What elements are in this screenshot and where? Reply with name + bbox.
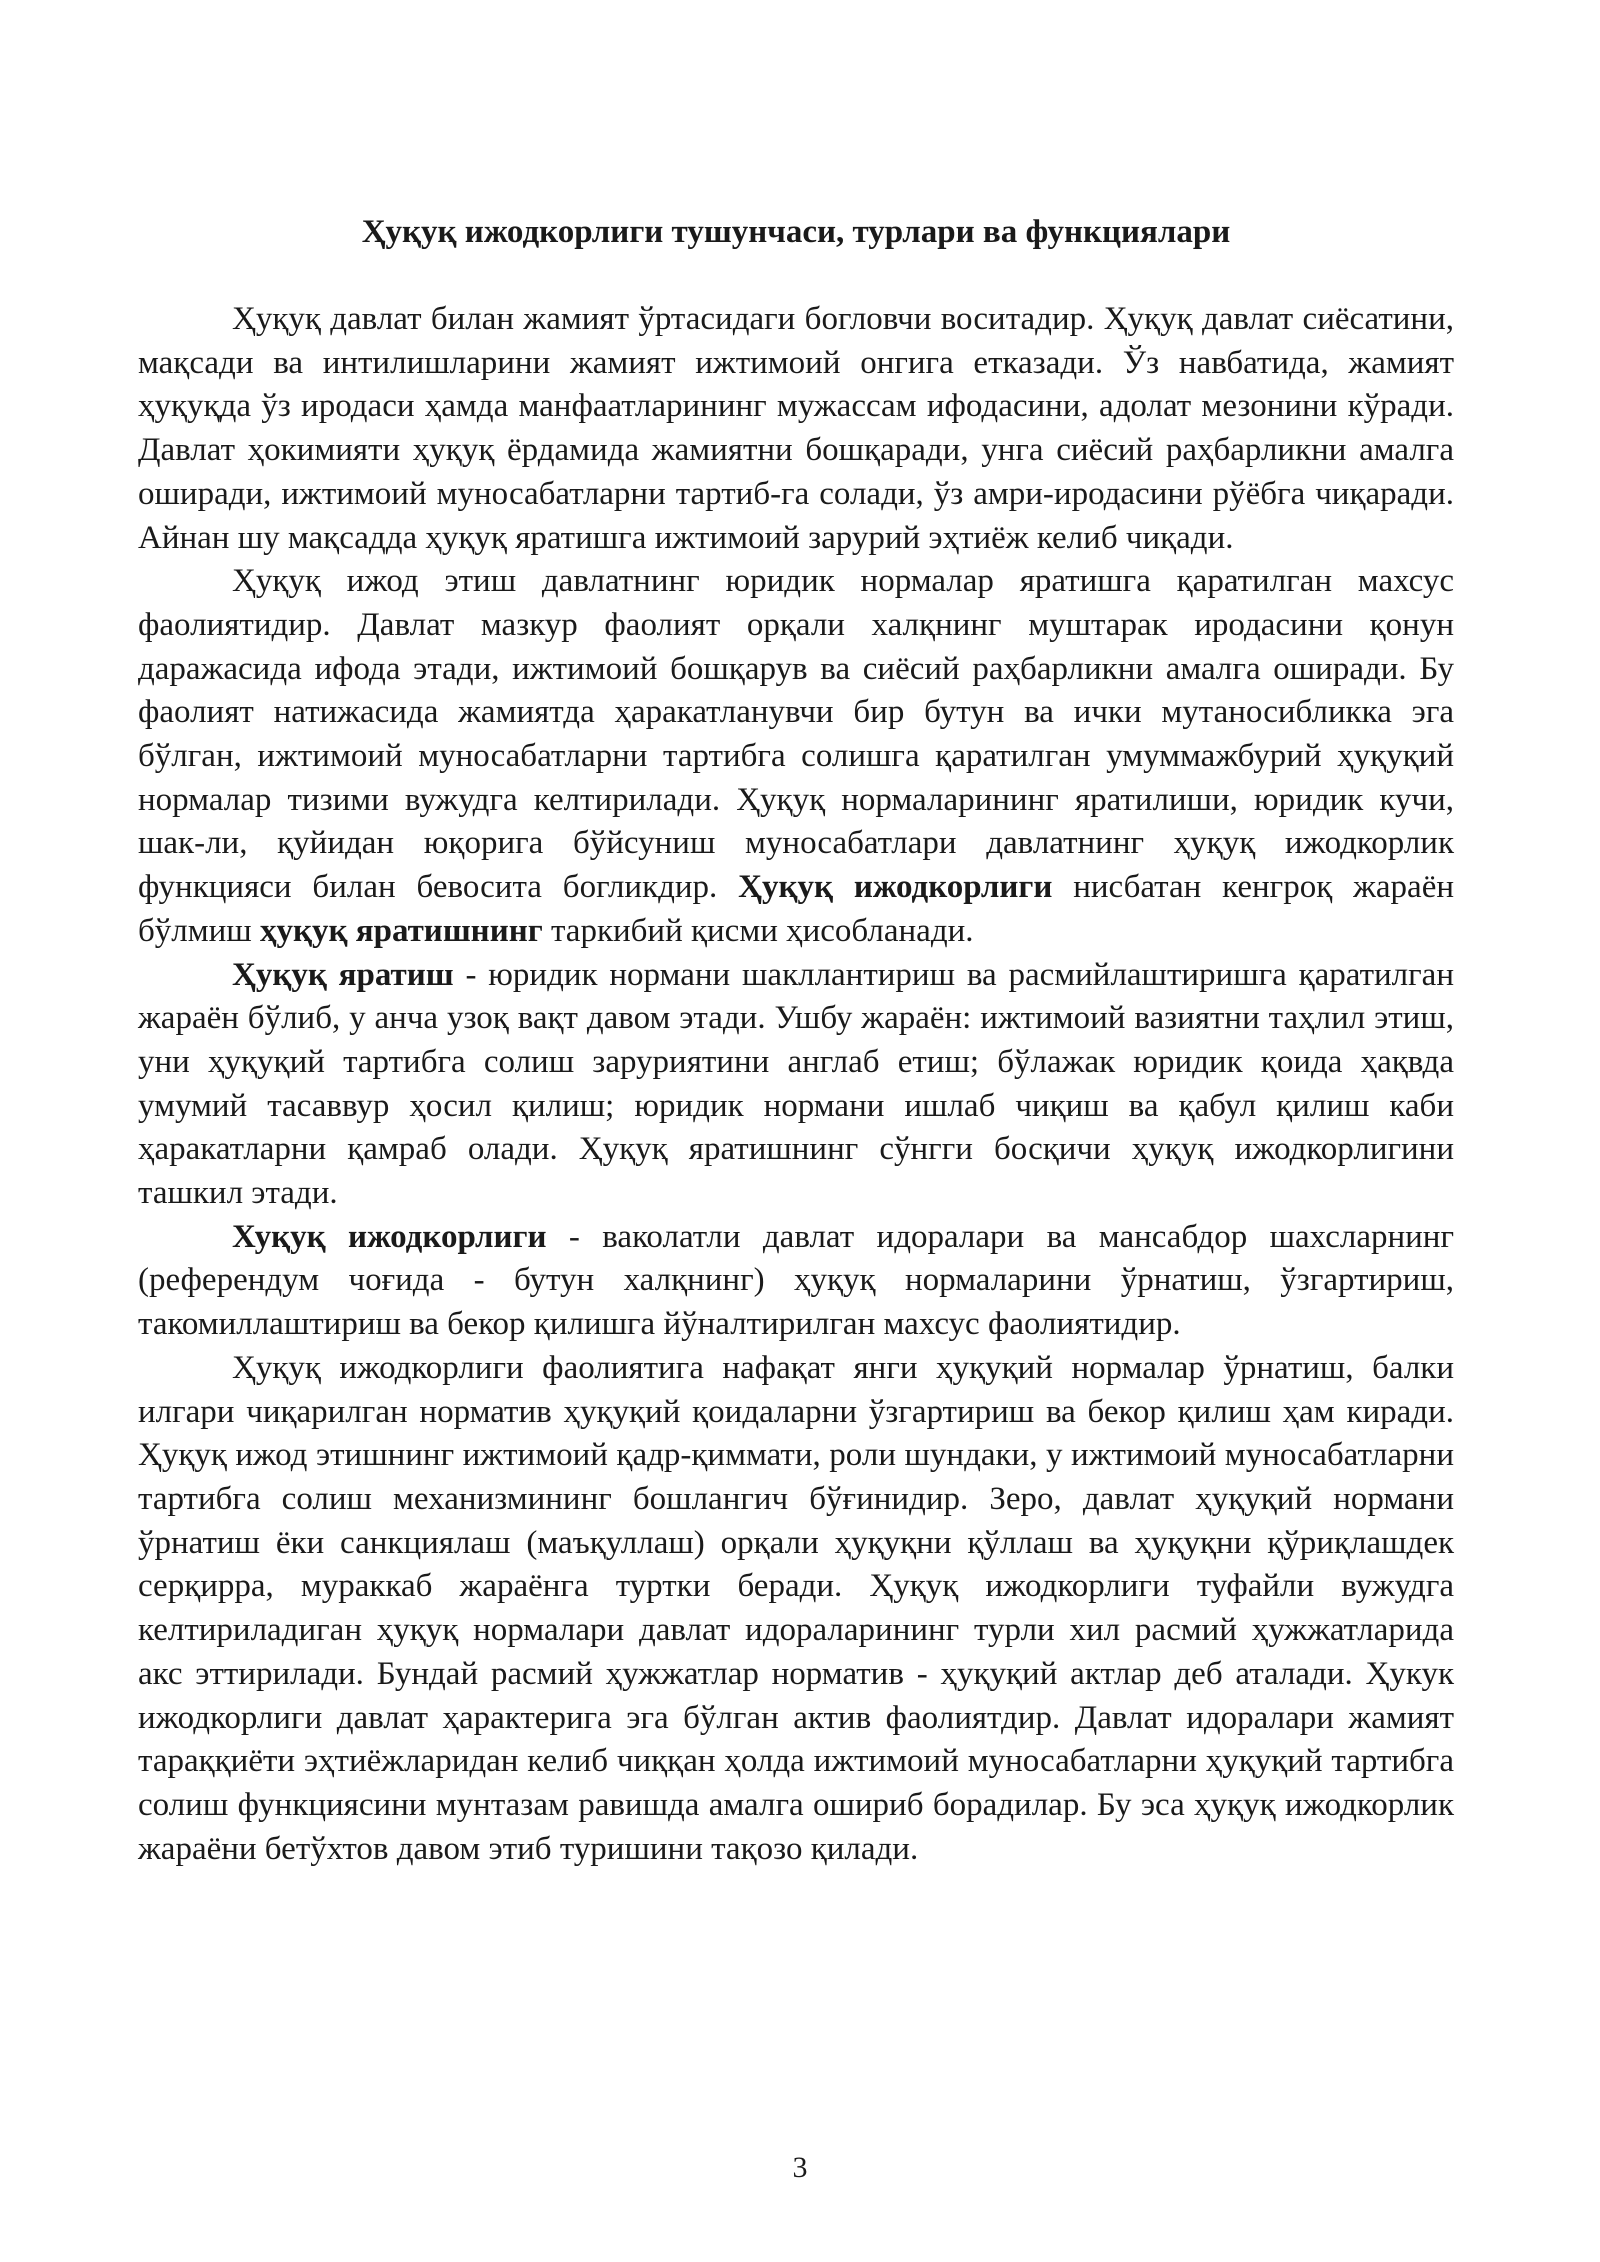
bold-term: Хуқуқ ижодкорлиги: [232, 1218, 547, 1255]
paragraph-5: [138, 1347, 1454, 1871]
text-segment: Ҳуқуқ ижодкорлиги фаолиятига нафақат янги ҳуқуқий нормалар ўрнатиш, балки илгари чиқарилган норматив ҳуқуқий қоидаларни ўзгартириш ва бекор қилиш ҳам киради. Ҳуқуқ ижод этишнинг ижтимоий қадр-қиммати, роли шундаки, у ижтимоий муносабатларни тартибга солиш механизмининг бошлангич бўғинидир. Зеро, давлат ҳуқуқий нормани ўрнатиш ёки санкциялаш (маъқуллаш) орқали ҳуқуқни қўллаш ва ҳуқуқни қўриқлашдек серқирра, мураккаб жараёнга туртки беради. Ҳуқуқ ижодкорлиги туфайли вужудга келтириладиган ҳуқуқ нормалари давлат идораларининг турли хил расмий ҳужжатларида акс эттирилади. Бундай расмий ҳужжатлар норматив - ҳуқуқий актлар деб аталади. Ҳукук ижодкорлиги давлат ҳарактерига эга бўлган актив фаолиятдир. Давлат идоралари жамият тараққиёти эҳтиёжларидан келиб чиққан ҳолда ижтимоий муносабатларни ҳуқуқий тартибга солиш функциясини мунтазам равишда амалга ошириб борадилар. Бу эса ҳуқуқ ижодкорлик жараёни бетўхтов давом этиб туришини тақозо қилади.: [138, 1349, 1454, 1867]
text-segment: нисбатан кенгроқ жараён бўлмиш: [138, 869, 1454, 949]
document-title: Ҳуқуқ ижодкорлиги тушунчаси, турлари ва функциялари: [361, 214, 1231, 250]
paragraph-1: [138, 298, 1454, 560]
bold-term: Ҳуқуқ яратиш: [232, 956, 454, 993]
paragraph-2: [138, 560, 1454, 953]
text-segment: - ваколатли давлат идоралари ва мансабдор шахсларнинг (референдум чоғида - бутун халқнинг) ҳуқуқ нормаларини ўрнатиш, ўзгартириш, такомиллаштириш ва бекор қилишга йўналтирилган махсус фаолиятидир.: [138, 1218, 1454, 1343]
text-segment: таркибий қисми ҳисобланади.: [542, 912, 974, 949]
paragraph-4: [138, 1216, 1454, 1347]
document-page: [138, 210, 1454, 1871]
text-segment: Ҳуқуқ давлат билан жамият ўртасидаги богловчи воситадир. Ҳуқуқ давлат сиёсатини, мақсади ва интилишларини жамият ижтимоий онгига етказади. Ўз навбатида, жамият ҳуқуқда ўз иродаси ҳамда манфаатларининг мужассам ифодасини, адолат мезонини кўради. Давлат ҳокимияти ҳуқуқ ёрдамида жамиятни бошқаради, унга сиёсий раҳбарликни амалга оширади, ижтимоий муносабатларни тартиб-га солади, ўз амри-иродасини рўёбга чиқаради. Айнан шу мақсадда ҳуқуқ яратишга ижтимоий зарурий эҳтиёж келиб чиқади.: [138, 301, 1454, 556]
bold-term: Ҳуқуқ ижодкорлиги: [738, 869, 1053, 906]
text-segment: - юридик нормани шакллантириш ва расмийлаштиришга қаратилган жараён бўлиб, у анча узоқ вақт давом этади. Ушбу жараён: ижтимоий вазиятни таҳлил этиш, уни ҳуқуқий тартибга солиш заруриятини англаб етиш; бўлажак юридик қоида ҳақвда умумий тасаввур ҳосил қилиш; юридик нормани ишлаб чиқиш ва қабул қилиш каби ҳаракатларни қамраб олади. Ҳуқуқ яратишнинг сўнгги босқичи ҳуқуқ ижодкорлигини ташкил этади.: [138, 956, 1454, 1212]
bold-term: ҳуқуқ яратишнинг: [259, 912, 543, 949]
paragraph-3: [138, 954, 1454, 1216]
page-number: 3: [792, 2151, 808, 2184]
text-segment: Ҳуқуқ ижод этиш давлатнинг юридик нормалар яратишга қаратилган махсус фаолиятидир. Давлат мазкур фаолият орқали халқнинг муштарак иродасини қонун даражасида ифода этади, ижтимоий бошқарув ва сиёсий раҳбарликни амалга оширади. Бу фаолият натижасида жамиятда ҳаракатланувчи бир бутун ва ички мутаносибликка эга бўлган, ижтимоий муносабатларни тартибга солишга қаратилган умуммажбурий ҳуқуқий нормалар тизими вужудга келтирилади. Ҳуқуқ нормаларининг яратилиши, юридик кучи, шак-ли, қуйидан юқорига бўйсуниш муносабатлари давлатнинг ҳуқуқ ижодкорлик функцияси билан бевосита богликдир.: [138, 563, 1454, 906]
